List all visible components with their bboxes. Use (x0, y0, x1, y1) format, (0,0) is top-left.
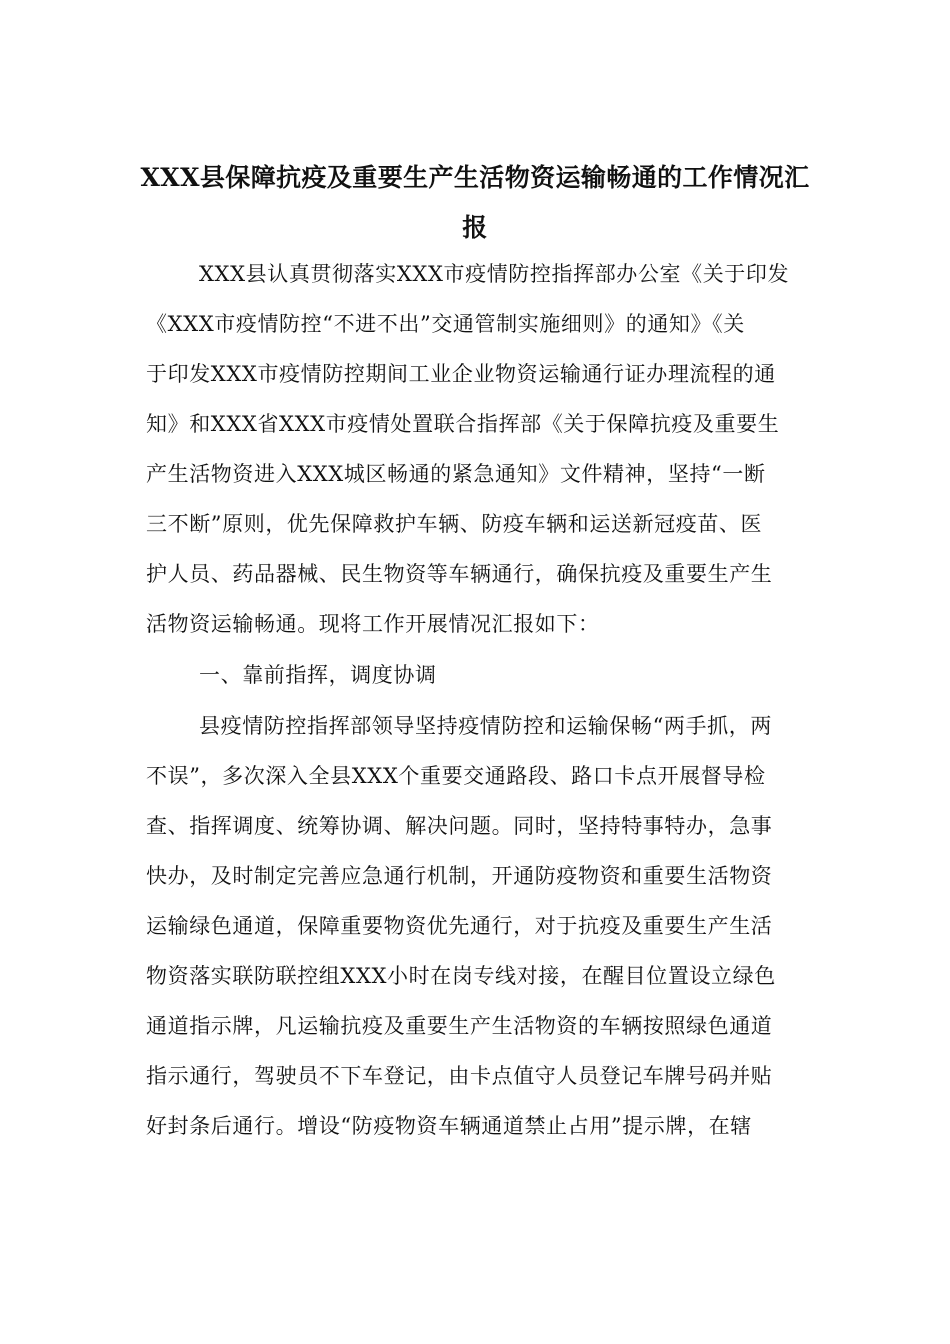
body-line: 《XXX市疫情防控“不进不出”交通管制实施细则》的通知》《关 (146, 312, 745, 336)
body-line: 于印发XXX市疫情防控期间工业企业物资运输通行证办理流程的通 (146, 362, 776, 386)
body-line: 物资落实联防联控组XXX小时在岗专线对接，在醒目位置设立绿色 (146, 964, 776, 988)
body-line: 不误”，多次深入全县XXX个重要交通路段、路口卡点开展督导检 (146, 764, 766, 788)
body-line: 活物资运输畅通。现将工作开展情况汇报如下： (146, 612, 600, 636)
body-line: 护人员、药品器械、民生物资等车辆通行，确保抗疫及重要生产生 (146, 562, 773, 586)
section-heading: 一、靠前指挥，调度协调 (199, 663, 437, 687)
body-line: 查、指挥调度、统筹协调、解决问题。同时，坚持特事特办，急事 (146, 814, 773, 838)
body-line: 知》和XXX省XXX市疫情处置联合指挥部《关于保障抗疫及重要生 (146, 412, 780, 436)
document-title-line-1: XXX县保障抗疫及重要生产生活物资运输畅通的工作情况汇 (140, 163, 810, 192)
body-line: 通道指示牌，凡运输抗疫及重要生产生活物资的车辆按照绿色通道 (146, 1014, 773, 1038)
body-line: 指示通行，驾驶员不下车登记，由卡点值守人员登记车牌号码并贴 (146, 1064, 773, 1088)
body-line: XXX县认真贯彻落实XXX市疫情防控指挥部办公室《关于印发 (199, 262, 790, 286)
body-line: 运输绿色通道，保障重要物资优先通行，对于抗疫及重要生产生活 (146, 914, 773, 938)
body-line: 快办，及时制定完善应急通行机制，开通防疫物资和重要生活物资 (146, 864, 773, 888)
body-line: 产生活物资进入XXX城区畅通的紧急通知》文件精神，坚持“一断 (146, 462, 766, 486)
document-title-line-2: 报 (462, 213, 488, 242)
body-line: 三不断”原则，优先保障救护车辆、防疫车辆和运送新冠疫苗、医 (146, 512, 763, 536)
body-line: 县疫情防控指挥部领导坚持疫情防控和运输保畅“两手抓，两 (199, 714, 772, 738)
body-line: 好封条后通行。增设“防疫物资车辆通道禁止占用”提示牌，在辖 (146, 1114, 752, 1138)
